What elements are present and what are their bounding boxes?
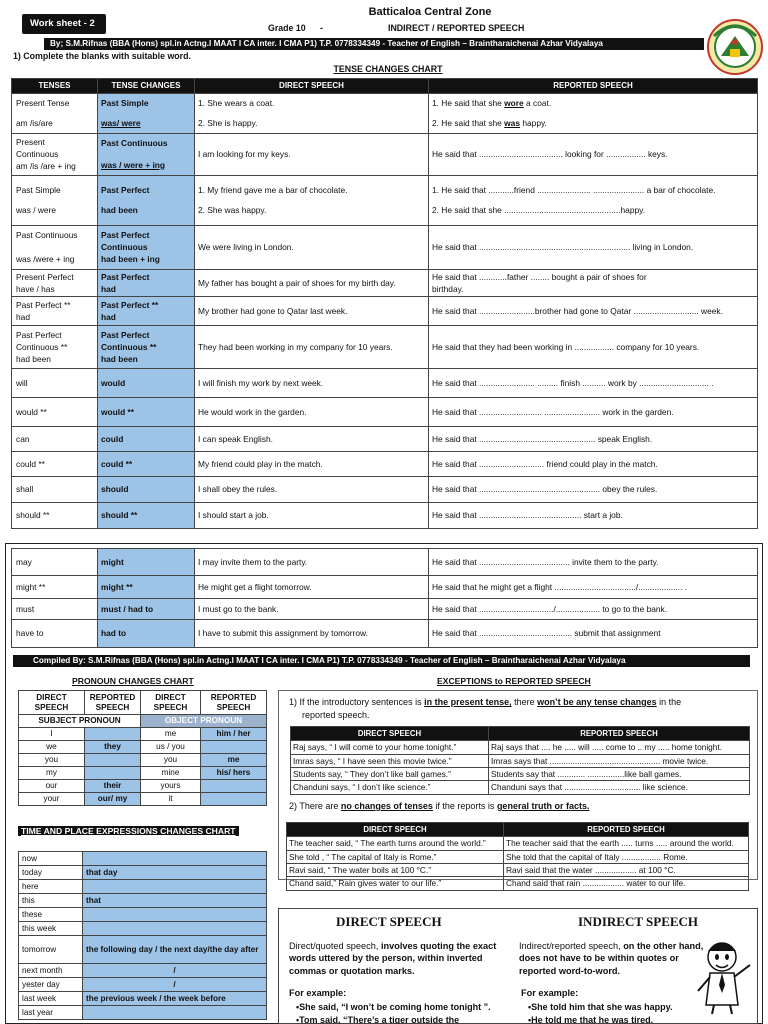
direct-example: Chand said,” Rain gives water to our life.” <box>287 877 504 890</box>
pronoun-header: REPORTED SPEECH <box>201 691 267 715</box>
reported-blank[interactable]: Imras says that ................................................ movie twice. <box>489 754 750 767</box>
changed-form: was / were + ing <box>101 159 166 170</box>
pronoun-header: DIRECT SPEECH <box>19 691 85 715</box>
table-row <box>291 781 750 794</box>
tense-label: Past Perfect <box>16 329 62 340</box>
changed-tense: might <box>98 549 195 576</box>
table-row <box>19 793 267 806</box>
direct-example: Ravi said, “ The water boils at 100 °C.” <box>287 864 504 877</box>
table-row <box>12 576 758 599</box>
time-chart-title: TIME AND PLACE EXPRESSIONS CHANGES CHART <box>18 826 239 836</box>
reported-blank[interactable]: Ravi said that the water .................. at 100 °C. <box>504 864 749 877</box>
changed-tense: might ** <box>98 576 195 599</box>
direct-example: My father has bought a pair of shoes for my birth day. <box>195 269 429 296</box>
exception-table-1 <box>290 726 750 795</box>
table-row <box>19 936 267 964</box>
changed-tense: Past Perfect <box>101 271 150 282</box>
direct-example: Raj says, “ I will come to your home tonight.” <box>291 741 489 754</box>
changed-form: had been <box>101 205 138 216</box>
pronoun-cell: him / her <box>201 728 267 741</box>
tense-changes-table <box>11 78 758 529</box>
reported-blank[interactable]: He said that he might get a flight .................................../................... . <box>429 576 758 599</box>
rule-emphasis: in the present tense, <box>424 697 512 707</box>
direct-example: 1. My friend gave me a bar of chocolate. <box>198 184 348 195</box>
header-direct: DIRECT SPEECH <box>287 823 504 837</box>
time-cell <box>83 880 267 894</box>
object-pronoun-label: OBJECT PRONOUN <box>141 715 267 728</box>
table-row <box>12 325 758 368</box>
list-item: • She said, “I won’t be coming home tonight ”. <box>296 1001 510 1014</box>
pronoun-header: DIRECT SPEECH <box>141 691 201 715</box>
reported-blank[interactable]: The teacher said that the earth ..... turns ..... around the world. <box>504 837 749 850</box>
table-row <box>12 502 758 528</box>
definition-emphasis: on the other hand, does not have to be within quotes or reported word-to-word. <box>519 941 704 976</box>
table-row <box>12 451 758 476</box>
tense-form: had been <box>16 354 51 365</box>
worksheet-badge: Work sheet - 2 <box>22 14 106 34</box>
definition-text: Indirect/reported speech, <box>519 941 624 951</box>
pronoun-cell: me <box>141 728 201 741</box>
direct-example: I have to submit this assignment by tomorrow. <box>195 620 429 648</box>
reported-blank[interactable]: He said that ................................/................... to go to the bank. <box>429 599 758 620</box>
table-row <box>19 728 267 741</box>
reported-blank[interactable]: He said that ............................................ start a job. <box>429 502 758 528</box>
reported-example: 2. He said that she <box>432 117 505 128</box>
time-cell: / <box>83 978 267 992</box>
table-row <box>19 922 267 936</box>
table-row <box>12 620 758 648</box>
table-row <box>291 754 750 767</box>
subject-pronoun-label: SUBJECT PRONOUN <box>19 715 141 728</box>
table-row <box>19 1006 267 1020</box>
table-row <box>19 767 267 780</box>
direct-example-label: For example: <box>289 988 347 998</box>
reported-blank[interactable]: Chand said that rain .................. water to our life. <box>504 877 749 890</box>
grade-label: Grade 10 <box>268 23 306 33</box>
list-item: • Tom said, “There’s a tiger outside the <box>296 1014 510 1024</box>
direct-example: My friend could play in the match. <box>195 451 429 476</box>
indirect-speech-definition <box>519 940 705 977</box>
time-cell: last year <box>19 1006 83 1020</box>
table-row <box>12 269 758 296</box>
table-row <box>19 894 267 908</box>
table-row <box>12 296 758 325</box>
changed-tense: could <box>98 426 195 451</box>
changed-form: was/ were <box>101 117 141 128</box>
changed-tense: should <box>98 476 195 502</box>
direct-example: She told , “ The capital of Italy is Rome.” <box>287 850 504 863</box>
compiled-by-bar: Compiled By: S.M.Rifnas (BBA (Hons) spl.in Actng.I MAAT I CA inter. I CMA P1) T.P. 0778334349 - Teacher of English – Braintharaichenai Azhar Vidyalaya <box>13 655 750 667</box>
tense-label: would ** <box>12 397 98 426</box>
table-row <box>12 476 758 502</box>
header-direct: DIRECT SPEECH <box>195 79 429 94</box>
reported-blank[interactable]: He said that ........................................ submit that assignment <box>429 620 758 648</box>
table-row <box>19 754 267 767</box>
pronoun-cell <box>201 793 267 806</box>
rule-emphasis: no changes of tenses <box>340 801 433 811</box>
direct-example: I will finish my work by next week. <box>195 368 429 397</box>
direct-example: He would work in the garden. <box>195 397 429 426</box>
pronoun-cell: you <box>19 754 85 767</box>
direct-example: 2. She is happy. <box>198 117 258 128</box>
tense-label: Past Perfect ** <box>16 299 71 310</box>
pronoun-cell <box>201 780 267 793</box>
changed-tense: Past Perfect <box>101 329 150 340</box>
reported-blank[interactable]: Students say that ............ ................like ball games. <box>489 768 750 781</box>
direct-example: 1. She wears a coat. <box>198 98 275 109</box>
changed-tense: Past Perfect ** <box>101 299 159 310</box>
direct-speech-title: DIRECT SPEECH <box>336 914 442 929</box>
table-row <box>12 133 758 175</box>
time-cell <box>83 1006 267 1020</box>
zone-title: Batticaloa Central Zone <box>368 6 492 18</box>
table-row <box>19 978 267 992</box>
direct-speech-definition <box>289 940 501 977</box>
tense-label: may <box>12 549 98 576</box>
modal-verbs-table <box>11 548 758 648</box>
changed-tense: Past Simple <box>101 98 149 109</box>
pronoun-cell: my <box>19 767 85 780</box>
direct-example: We were living in London. <box>195 225 429 269</box>
table-row <box>19 780 267 793</box>
rule-text: reported speech. <box>302 710 370 721</box>
time-cell: here <box>19 880 83 894</box>
tense-form: have / has <box>16 283 55 294</box>
pronoun-cell <box>85 728 141 741</box>
tense-label: have to <box>12 620 98 648</box>
reported-blank[interactable]: He said that ............father ........ bought a pair of shoes for <box>432 271 647 282</box>
table-row <box>291 768 750 781</box>
pronoun-cell: their <box>85 780 141 793</box>
direct-example: The teacher said, “ The earth turns around the world.” <box>287 837 504 850</box>
pronoun-cell <box>85 767 141 780</box>
tense-form: was / were <box>16 205 57 216</box>
header-reported: REPORTED SPEECH <box>489 727 750 741</box>
rule-text: there <box>511 697 538 707</box>
tense-label: Present Tense <box>16 98 70 109</box>
tense-label: shall <box>12 476 98 502</box>
direct-example: I can speak English. <box>195 426 429 451</box>
table-row <box>19 880 267 894</box>
table-row <box>12 175 758 225</box>
tense-label: Present Perfect <box>16 271 74 282</box>
tense-label: Past Continuous <box>16 229 78 240</box>
indirect-example-list <box>528 1001 708 1024</box>
author-bar: By; S.M.Rifnas (BBA (Hons) spl.in Actng.I MAAT I CA inter. I CMA P1) T.P. 0778334349 - Teacher of English – Braintharaichenai Azhar Vidyalaya <box>44 38 704 50</box>
reported-blank[interactable]: He said that ....................................... invite them to the party. <box>429 549 758 576</box>
rule-text: 2) There are <box>289 801 341 811</box>
exception-rule-1 <box>289 696 751 722</box>
changed-tense: should ** <box>98 502 195 528</box>
table-row <box>12 93 758 133</box>
cartoon-character-illustration <box>692 935 756 1015</box>
direct-example: I may invite them to the party. <box>195 549 429 576</box>
time-cell: tomorrow <box>19 936 83 964</box>
changed-tense: had to <box>98 620 195 648</box>
time-cell: these <box>19 908 83 922</box>
header-reported: REPORTED SPEECH <box>504 823 749 837</box>
answer-word: was <box>504 117 521 128</box>
pronoun-cell: it <box>141 793 201 806</box>
pronoun-cell: we <box>19 741 85 754</box>
time-cell: this <box>19 894 83 908</box>
time-cell: that day <box>83 866 267 880</box>
instruction: 1) Complete the blanks with suitable word. <box>13 51 191 61</box>
reported-blank[interactable]: He said that ........................ ......... finish .......... work by .............................. . <box>429 368 758 397</box>
reported-example: 1. He said that she <box>432 98 505 109</box>
table-row <box>19 866 267 880</box>
changed-tense: Past Perfect <box>101 184 150 195</box>
pronoun-cell: mine <box>141 767 201 780</box>
table-row <box>12 426 758 451</box>
table-row <box>19 992 267 1006</box>
tense-label: will <box>12 368 98 397</box>
table-row <box>19 908 267 922</box>
direct-example: He might get a flight tomorrow. <box>195 576 429 599</box>
changed-tense: Continuous <box>101 242 148 252</box>
tense-chart-title: TENSE CHANGES CHART <box>333 64 443 74</box>
time-cell: the previous week / the week before <box>83 992 267 1006</box>
topic-title: INDIRECT / REPORTED SPEECH <box>388 23 525 33</box>
pronoun-cell: your <box>19 793 85 806</box>
rule-emphasis: general truth or facts. <box>496 801 590 811</box>
tense-label: should ** <box>12 502 98 528</box>
changed-form: had been + ing <box>101 254 160 265</box>
pronoun-cell: yours <box>141 780 201 793</box>
tense-form: was /were + ing <box>16 254 75 265</box>
pronoun-cell: they <box>85 741 141 754</box>
reported-blank[interactable]: He said that .................................................... obey the rules. <box>429 476 758 502</box>
tense-form: am /is/are <box>16 117 53 128</box>
time-cell: today <box>19 866 83 880</box>
header-tenses: TENSES <box>12 79 98 94</box>
indirect-example-label: For example: <box>521 988 579 998</box>
reported-blank[interactable]: He said that ................................................................. living in London. <box>429 225 758 269</box>
changed-tense: would <box>98 368 195 397</box>
direct-example-list <box>296 1001 510 1024</box>
pronoun-cell <box>201 741 267 754</box>
reported-blank[interactable]: birthday. <box>432 283 464 294</box>
definition-text: Direct/quoted speech, <box>289 941 381 951</box>
changed-tense: Continuous ** <box>101 341 157 352</box>
pronoun-cell <box>85 754 141 767</box>
table-row <box>12 549 758 576</box>
table-row <box>12 397 758 426</box>
pronoun-cell: I <box>19 728 85 741</box>
tense-label: can <box>12 426 98 451</box>
direct-example: Students say, “ They don’t like ball games.” <box>291 768 489 781</box>
changed-tense: Past Perfect <box>101 229 150 240</box>
tense-label: might ** <box>12 576 98 599</box>
direct-example: I must go to the bank. <box>195 599 429 620</box>
direct-example: My brother had gone to Qatar last week. <box>195 296 429 325</box>
time-cell: yester day <box>19 978 83 992</box>
reported-blank[interactable]: He said that they had been working in ................. company for 10 years. <box>429 325 758 368</box>
list-item: • He told me that he was tired. <box>528 1014 708 1024</box>
time-cell <box>83 852 267 866</box>
definition-emphasis: involves quoting the exact words uttered by the person, within inverted commas or quotation marks. <box>289 941 497 976</box>
pronoun-cell: our/ my <box>85 793 141 806</box>
reported-example: happy. <box>520 117 547 128</box>
time-cell <box>83 922 267 936</box>
changed-tense: must / had to <box>98 599 195 620</box>
exception-table-2 <box>286 822 749 891</box>
table-row <box>19 741 267 754</box>
changed-form: had <box>101 283 116 294</box>
pronoun-cell: you <box>141 754 201 767</box>
tense-form: had <box>16 311 30 322</box>
reported-blank[interactable]: He said that ........................brother had gone to Qatar ............................ week. <box>429 296 758 325</box>
reported-blank[interactable]: Chanduni says that ................................. like science. <box>489 781 750 794</box>
table-row <box>287 877 749 890</box>
header-direct: DIRECT SPEECH <box>291 727 489 741</box>
tense-label: Present <box>16 136 45 147</box>
time-cell: the following day / the next day/the day after <box>83 936 267 964</box>
table-row <box>19 964 267 978</box>
pronoun-cell: us / you <box>141 741 201 754</box>
pronoun-header: REPORTED SPEECH <box>85 691 141 715</box>
direct-example: Imras says, “ I have seen this movie twice.” <box>291 754 489 767</box>
direct-example: Chanduni says, “ I don’t like science.” <box>291 781 489 794</box>
direct-example: I shall obey the rules. <box>195 476 429 502</box>
grade-dash: - <box>320 23 323 33</box>
table-row <box>12 368 758 397</box>
reported-blank[interactable]: She told that the capital of Italy ................. Rome. <box>504 850 749 863</box>
indirect-speech-title: INDIRECT SPEECH <box>578 914 699 929</box>
table-row <box>287 837 749 850</box>
answer-word: wore <box>504 98 524 109</box>
rule-text: in the <box>656 697 682 707</box>
reported-blank[interactable]: He said that .................................................. speak English. <box>429 426 758 451</box>
table-row <box>287 850 749 863</box>
rule-emphasis: won’t be any tense changes <box>537 697 657 707</box>
changed-tense: Past Continuous <box>101 138 168 149</box>
pronoun-cell: our <box>19 780 85 793</box>
pronoun-cell: me <box>201 754 267 767</box>
pronoun-changes-table <box>18 690 267 806</box>
reported-blank[interactable]: 2. He said that she ..................................................happy. <box>432 205 646 216</box>
rule-text: if the reports is <box>432 801 497 811</box>
header-tense-changes: TENSE CHANGES <box>98 79 195 94</box>
changed-form: had been <box>101 354 138 365</box>
time-cell <box>83 908 267 922</box>
changed-form: had <box>101 311 116 322</box>
tense-label: Continuous <box>16 149 59 159</box>
pronoun-cell: his/ hers <box>201 767 267 780</box>
direct-example: I should start a job. <box>195 502 429 528</box>
exception-rule-2 <box>289 800 751 813</box>
direct-example: I am looking for my keys. <box>195 133 429 175</box>
tense-label: must <box>12 599 98 620</box>
tense-form: am /is /are + ing <box>16 161 76 172</box>
table-row <box>19 852 267 866</box>
table-row <box>291 741 750 754</box>
time-cell: last week <box>19 992 83 1006</box>
exceptions-title: EXCEPTIONS to REPORTED SPEECH <box>437 676 591 686</box>
changed-tense: could ** <box>98 451 195 476</box>
reported-example: a coat. <box>523 98 552 109</box>
list-item: • She told him that she was happy. <box>528 1001 708 1014</box>
header-reported: REPORTED SPEECH <box>429 79 758 94</box>
direct-example: They had been working in my company for 10 years. <box>195 325 429 368</box>
reported-blank[interactable]: He said that .................................... looking for ................. keys. <box>429 133 758 175</box>
pronoun-chart-title: PRONOUN CHANGES CHART <box>72 676 194 686</box>
tense-label: Continuous ** <box>16 341 68 352</box>
table-row <box>12 225 758 269</box>
time-cell: that <box>83 894 267 908</box>
reported-blank[interactable]: He said that ........................... ........................ work in the garden. <box>429 397 758 426</box>
rule-text: 1) If the introductory sentences is <box>289 697 425 707</box>
time-cell: now <box>19 852 83 866</box>
table-row <box>12 599 758 620</box>
tense-label: Past Simple <box>16 184 61 195</box>
time-cell: this week <box>19 922 83 936</box>
school-logo <box>706 16 764 76</box>
table-row <box>287 864 749 877</box>
reported-blank[interactable]: Raj says that .... he ..... will ..... come to .. my ..... home tonight. <box>489 741 750 754</box>
time-cell: / <box>83 964 267 978</box>
reported-blank[interactable]: 1. He said that ...........friend ....................... ...................... a bar of chocolate. <box>432 184 716 195</box>
direct-example: 2. She was happy. <box>198 205 267 216</box>
changed-tense: would ** <box>98 397 195 426</box>
time-place-table <box>18 851 267 1020</box>
tense-label: could ** <box>12 451 98 476</box>
time-cell: next month <box>19 964 83 978</box>
reported-blank[interactable]: He said that ............................ friend could play in the match. <box>429 451 758 476</box>
